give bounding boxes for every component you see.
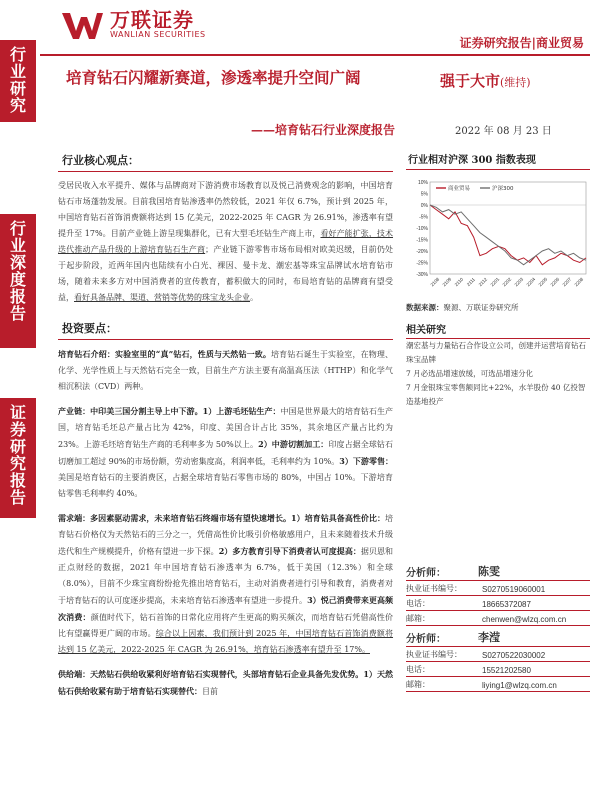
rating-value: 强于大市 [440, 72, 501, 90]
main-content [58, 150, 393, 700]
report-title: 培育钻石闪耀新赛道，渗透率提升空间广阔 [66, 68, 361, 87]
x-tick-label: 2202 [501, 276, 513, 288]
industry-chain-paragraph: 产业链：中印美三国分割主导上中下游。1）上游毛坯钻生产：中国是世界最大的培育钻石生产国，培育钻毛坯总产量占比为 42%，印度、美国合计占比 35%，其余地区产量占比约为 23%。上游毛坯培育钻生产商的毛利率多为 50%以上。2）中游切割加工：印度占据全球钻石切磨加工超过 90%的市场份额，劳动密集度高，利润率低，毛利率约为 10%。3）下游零售：美国是培育钻石的主要消费区，占据全球培育钻石零售市场的 80%，中国占 10%。下游培育钻零售毛利率约 40%。 [58, 406, 394, 498]
side-tag-industry-depth-report: 行 业 深 度 报 告 [0, 214, 36, 348]
report-category: 证券研究报告|商业贸易 [459, 36, 584, 50]
data-source: 数据来源：聚源、万联证券研究所 [406, 303, 519, 312]
y-tick-label: 10% [417, 180, 428, 186]
y-tick-label: 5% [420, 191, 428, 198]
y-tick-label: -15% [416, 237, 428, 244]
core-views-paragraph: 受居民收入水平提升、媒体与品牌商对下游消费市场教育以及悦己消费观念的影响，中国培育钻石市场蓬勃发展。目前我国培育钻渗透率仍然较低，2021 年仅 6.7%，预计到 2025 年，中国培育钻石首饰消费额将达到 15 亿美元，2022-2025 年 CAGR 为 26.91%，渗透率有望提升至 17%。目前产业链上游呈现集群化，已有大型毛坯钻生产商上市，看好产能扩张，技术迭代推动产品升级的上游培育钻石生产商；产业链下游零售市场布局相对欧美迟缓，目前仍处于起步阶段，近两年国内也陆续有小白光、裸因、曼卡龙、潮宏基等珠宝品牌试水培育钻市场，随着未来多方对中国消费者的宣传教育，蓄积做大的同时，布局培育钻的品牌商有望受益，看好具备品牌、渠道、营销等优势的珠宝龙头企业。 [58, 181, 394, 302]
logo-chinese-name: 万联证券 [110, 8, 194, 32]
y-tick-label: -25% [416, 260, 428, 267]
supply-paragraph: 供给端：天然钻石供给收紧利好培育钻石实现替代，头部培育钻石企业具备先发优势。1）天然钻石供给收紧有助于培育钻石实现替代：目前 [58, 669, 393, 696]
analyst-card: 分析师： 李滢 执业证书编号： S0270522030002 电话： 15521202580 邮箱： liying1@wlzq.com.cn [406, 628, 590, 692]
analyst-name: 陈雯 [478, 565, 500, 578]
email-link[interactable]: chenwen@wlzq.com.cn [482, 615, 567, 624]
performance-chart [406, 176, 590, 296]
performance-chart-svg [406, 176, 590, 296]
phone-number: 18665372087 [482, 600, 531, 609]
side-tag-securities-research-report: 证 券 研 究 报 告 [0, 398, 36, 518]
core-views-heading: 行业核心观点： [58, 150, 393, 172]
y-tick-label: -5% [419, 214, 428, 221]
x-tick-label: 2112 [477, 276, 489, 288]
x-tick-label: 2206 [549, 276, 561, 288]
demand-paragraph: 需求端：多因素驱动需求，未来培育钻石终端市场有望快速增长。1）培育钻具备高性价比：培育钻石价格仅为天然钻石的三分之一，凭借高性价比吸引价格敏感用户，且未来随着技术升级迭代和生产规模提升，价格有望进一步下探。2）多方教育引导下消费者认可度提高：据贝恩和正点财经的数据，2021 年中国培育钻石渗透率为 6.7%，低于美国（12.3%）和全球（8.0%），目前不少珠宝商纷纷抢先推出培育钻石，主动对消费者进行引导和教育，消费者对于培育钻石的认可度逐步提高，未来培育钻石渗透率有望进一步提升。3）悦己消费带来更高频次消费：颜值时代下，钻石首饰的日常化应用将产生更高的购买频次，而培育钻石凭借高性价比有望赢得更广阔的市场。综合以上因素，我们预计到 2025 年，中国培育钻石首饰消费额将达到 15 亿美元，2022-2025 年 CAGR 为 26.91%，培育钻石渗透率有望升至 17%。 [58, 513, 394, 654]
analyst-card: 分析师： 陈雯 执业证书编号： S0270519060001 电话： 18665372087 邮箱： chenwen@wlzq.com.cn [406, 562, 590, 626]
y-tick-label: -20% [416, 249, 428, 255]
legend-label: 商业贸易 [448, 186, 471, 192]
series-line-1 [430, 205, 586, 265]
x-tick-label: 2205 [537, 276, 549, 288]
x-tick-label: 2208 [573, 276, 585, 288]
rating [440, 70, 531, 91]
x-tick-label: 2201 [489, 276, 501, 288]
y-tick-label: -30% [416, 272, 428, 278]
analyst-name: 李滢 [478, 631, 500, 644]
x-tick-label: 2111 [465, 276, 477, 288]
intro-paragraph: 培育钻石介绍：实验室里的“真”钻石，性质与天然钻一致。培育钻石诞生于实验室，在物理、化学、光学性质上与天然钻石完全一致，目前生产方法主要有高温高压法（HTHP）和化学气相沉积法（CVD）两种。 [58, 349, 394, 391]
company-logo [60, 8, 206, 42]
side-tag-industry-research: 行 业 研 究 [0, 40, 36, 122]
legend-label: 沪深300 [492, 186, 514, 192]
x-tick-label: 2110 [453, 276, 465, 288]
phone-number: 15521202580 [482, 666, 531, 675]
logo-english-name: WANLIAN SECURITIES [110, 30, 206, 39]
x-tick-label: 2207 [561, 276, 573, 288]
license-number: S0270519060001 [482, 585, 546, 594]
related-item[interactable]: 7 月必选品增速放缓，可选品增速分化 [406, 369, 534, 378]
sidebar [406, 150, 590, 409]
wanlian-logo-icon [60, 9, 104, 41]
y-tick-label: -10% [416, 226, 428, 232]
related-research-heading: 相关研究 [406, 321, 590, 339]
email-link[interactable]: liying1@wlzq.com.cn [482, 681, 557, 690]
report-date: 2022 年 08 月 23 日 [455, 126, 552, 137]
report-subtitle: ——培育钻石行业深度报告 [250, 123, 395, 137]
license-number: S0270522030002 [482, 651, 546, 660]
header-divider [40, 54, 590, 56]
related-item[interactable]: 潮宏基与力量钻石合作设立公司，创建并运营培育钻石珠宝品牌 [406, 341, 586, 364]
chart-title: 行业相对沪深 300 指数表现 [406, 150, 590, 170]
x-tick-label: 2108 [429, 276, 441, 288]
chart-plot-frame [430, 182, 586, 274]
x-tick-label: 2203 [513, 276, 525, 288]
rating-note: (维持) [500, 76, 531, 89]
investment-points-heading: 投资要点： [58, 318, 393, 340]
x-tick-label: 2204 [525, 276, 537, 288]
x-tick-label: 2109 [441, 276, 453, 288]
y-tick-label: 0% [420, 203, 428, 209]
related-item[interactable]: 7 月金银珠宝零售额同比+22%，水羊股份 40 亿投智造基地投产 [406, 383, 586, 406]
